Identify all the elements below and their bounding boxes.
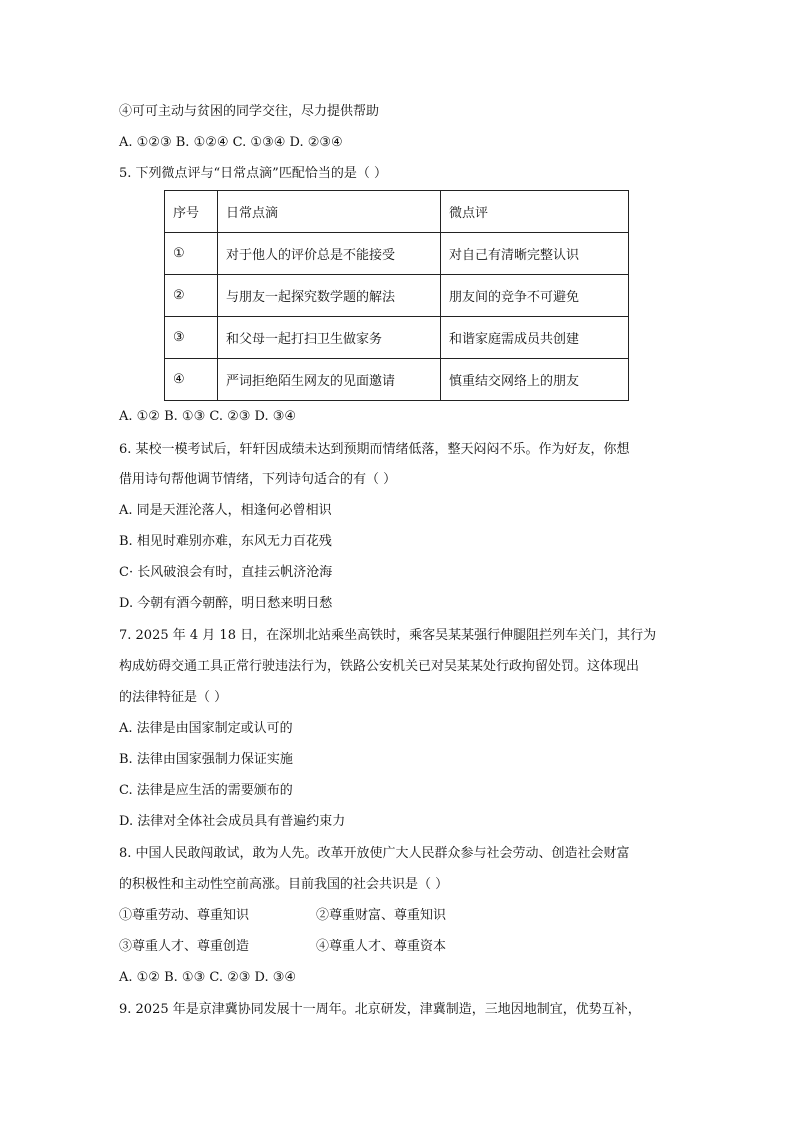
q7-stem-line2: 构成妨碍交通工具正常行驶违法行为，铁路公安机关已对吴某某处行政拘留处罚。这体现出: [119, 659, 640, 674]
q6-option-c: C· 长风破浪会有时，直挂云帆济沧海: [119, 565, 333, 580]
table-cell: ①: [165, 233, 218, 275]
q6-option-a: A. 同是天涯沦落人，相逢何必曾相识: [119, 503, 332, 518]
q8-stem-line2: 的积极性和主动性空前高涨。目前我国的社会共识是（ ）: [119, 877, 449, 892]
q7-option-d: D. 法律对全体社会成员具有普遍约束力: [119, 814, 346, 829]
q9-stem-line1: 9. 2025 年是京津冀协同发展十一周年。北京研发，津冀制造，三地因地制宜，优势互补，: [119, 1002, 641, 1017]
q6-stem-line1: 6. 某校一模考试后，轩轩因成绩未达到预期而情绪低落，整天闷闷不乐。作为好友，你想: [119, 442, 630, 457]
q8-item-3: ③尊重人才、尊重创造: [119, 939, 250, 954]
q8-item-1: ①尊重劳动、尊重知识: [119, 908, 250, 923]
table-row: [165, 359, 629, 401]
table-cell: 朋友间的竞争不可避免: [441, 275, 629, 317]
q6-stem-line2: 借用诗句帮他调节情绪，下列诗句适合的有（ ）: [119, 472, 397, 487]
table-cell: 严词拒绝陌生网友的见面邀请: [218, 359, 441, 401]
table-cell: 慎重结交网络上的朋友: [441, 359, 629, 401]
table-row: [165, 233, 629, 275]
table-cell: 和谐家庭需成员共创建: [441, 317, 629, 359]
q7-stem-line3: 的法律特征是（ ）: [119, 690, 228, 705]
q5-stem: 5. 下列微点评与“日常点滴”匹配恰当的是（ ）: [119, 166, 387, 181]
table-cell: ③: [165, 317, 218, 359]
q4-options: A. ①②③ B. ①②④ C. ①③④ D. ②③④: [119, 135, 343, 150]
table-cell: 对于他人的评价总是不能接受: [218, 233, 441, 275]
q7-stem-line1: 7. 2025 年 4 月 18 日，在深圳北站乘坐高铁时，乘客吴某某强行伸腿阻拦列车关门，其行为: [119, 628, 657, 643]
table-header-cell: 序号: [165, 191, 218, 233]
table-header-row: [165, 191, 629, 233]
q4-item4: ④可可主动与贫困的同学交往，尽力提供帮助: [119, 104, 380, 119]
q7-option-b: B. 法律由国家强制力保证实施: [119, 752, 293, 767]
table-cell: 与朋友一起探究数学题的解法: [218, 275, 441, 317]
q6-option-d: D. 今朝有酒今朝醉，明日愁来明日愁: [119, 596, 333, 611]
table-header-cell: 日常点滴: [218, 191, 441, 233]
q8-options: A. ①② B. ①③ C. ②③ D. ③④: [119, 970, 297, 985]
q8-item-4: ④尊重人才、尊重资本: [316, 939, 447, 954]
table-cell: ②: [165, 275, 218, 317]
table-cell: 对自己有清晰完整认识: [441, 233, 629, 275]
q7-option-c: C. 法律是应生活的需要颁布的: [119, 783, 293, 798]
table-header-cell: 微点评: [441, 191, 629, 233]
table-cell: ④: [165, 359, 218, 401]
q8-item-2: ②尊重财富、尊重知识: [316, 908, 447, 923]
q5-table: [164, 190, 629, 401]
q5-options: A. ①② B. ①③ C. ②③ D. ③④: [119, 409, 297, 424]
table-cell: 和父母一起打扫卫生做家务: [218, 317, 441, 359]
q7-option-a: A. 法律是由国家制定或认可的: [119, 721, 293, 736]
q6-option-b: B. 相见时难别亦难，东风无力百花残: [119, 534, 332, 549]
q8-stem-line1: 8. 中国人民敢闯敢试，敢为人先。改革开放使广大人民群众参与社会劳动、创造社会财富: [119, 846, 630, 861]
table-row: [165, 275, 629, 317]
table-row: [165, 317, 629, 359]
